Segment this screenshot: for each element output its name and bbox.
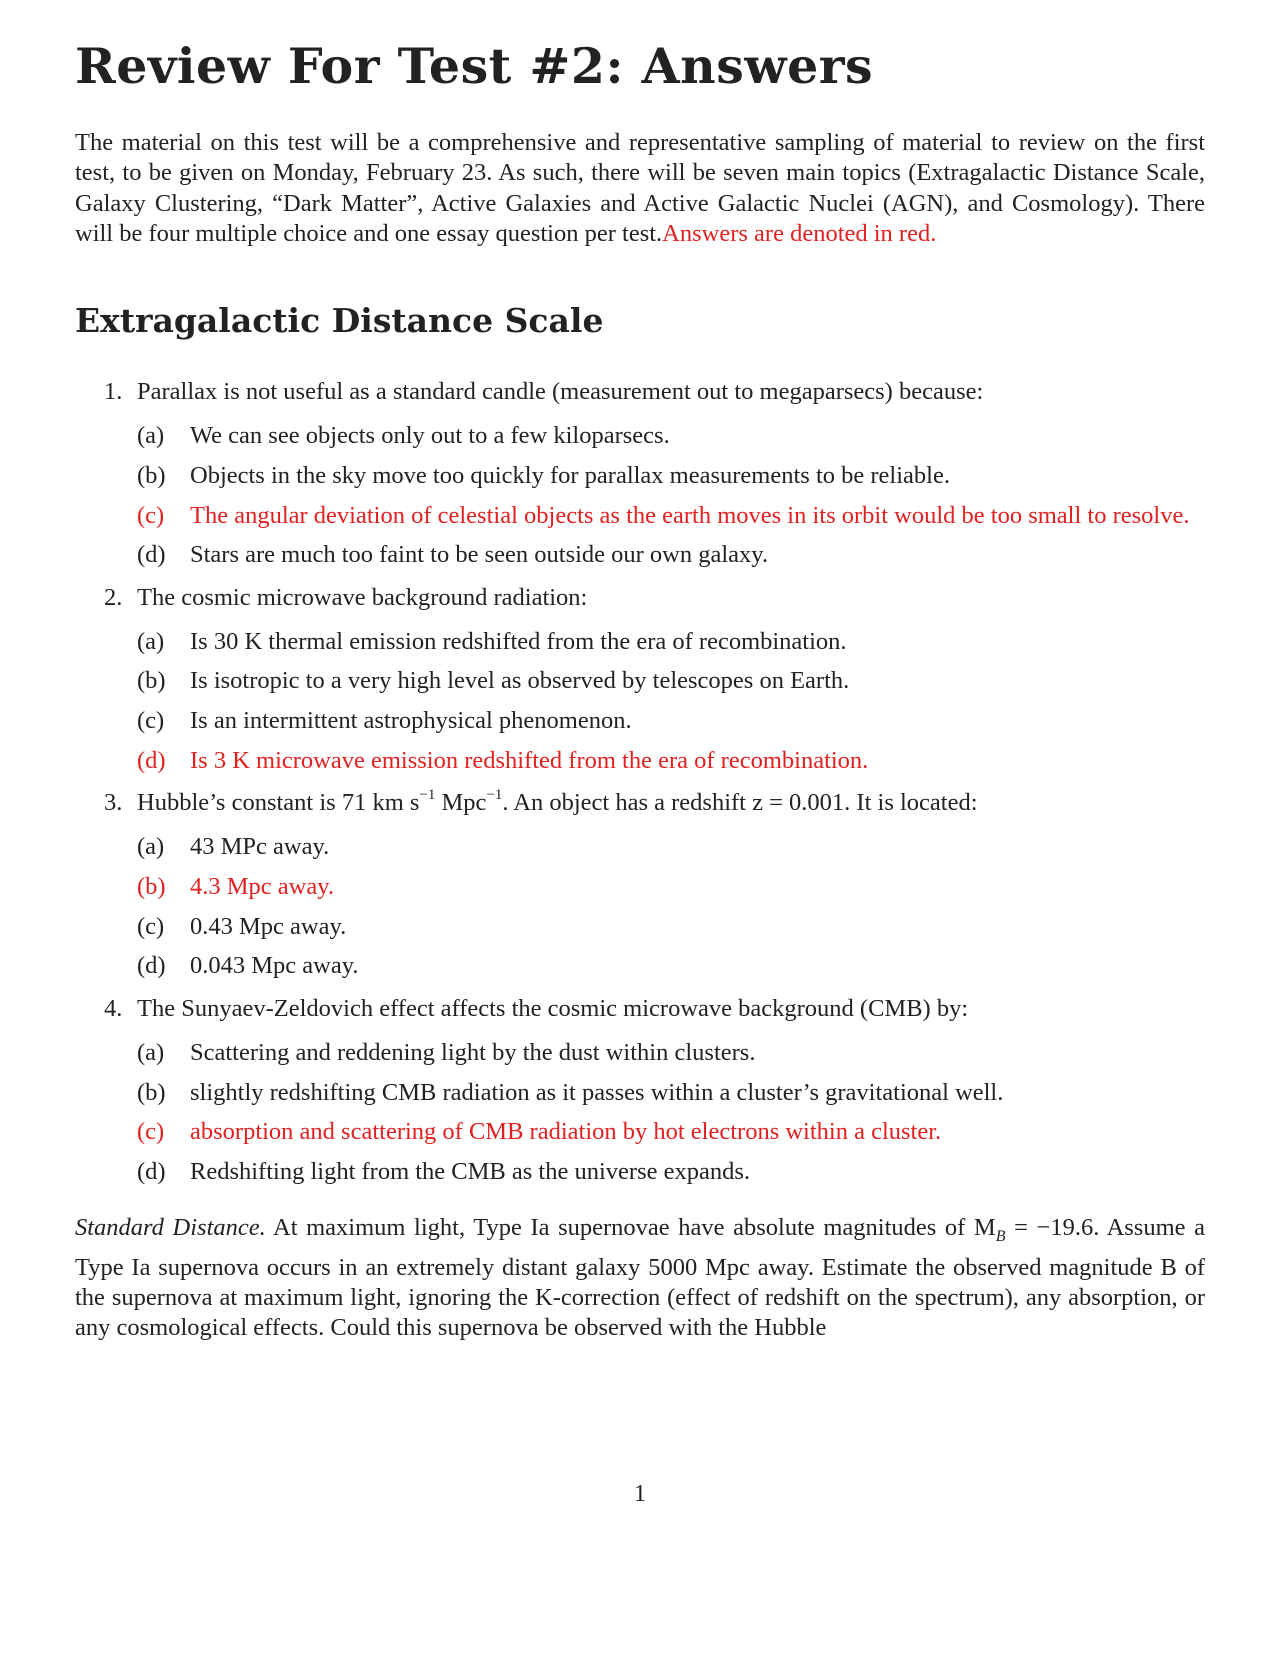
question-text: The Sunyaev-Zeldovich effect affects the cosmic microwave background (CMB) by: — [137, 994, 969, 1022]
option-list — [137, 832, 1205, 982]
option-d: (d) 0.043 Mpc away. — [137, 952, 359, 980]
paragraph-heading: Standard Distance. — [75, 1214, 266, 1242]
option-d: (d) Redshifting light from the CMB as the universe expands. — [137, 1157, 751, 1185]
option-list — [137, 1038, 1205, 1188]
option-d-correct-answer: (d) Is 3 K microwave emission redshifted from the era of recombination. — [137, 746, 869, 774]
question-number: 4. — [104, 994, 123, 1022]
question-number: 2. — [104, 583, 123, 611]
question-text: Hubble’s constant is 71 km $s^{-1}$ Mpc$^{-1}$. An object has a redshift z = 0.001. It is located: — [137, 787, 978, 817]
question-2 — [75, 581, 1205, 777]
option-c-correct-answer: (c) absorption and scattering of CMB radiation by hot electrons within a cluster. — [137, 1118, 942, 1146]
option-list — [137, 421, 1205, 571]
document-page — [75, 0, 1205, 1368]
option-c: (c) 0.43 Mpc away. — [137, 912, 347, 940]
question-1 — [75, 375, 1205, 571]
option-a: (a) Scattering and reddening light by the dust within clusters. — [137, 1038, 756, 1066]
option-b: (b) Is isotropic to a very high level as observed by telescopes on Earth. — [137, 667, 850, 695]
option-a: (a) 43 MPc away. — [137, 833, 330, 861]
question-3 — [75, 786, 1205, 982]
question-4 — [75, 992, 1205, 1188]
option-list — [137, 627, 1205, 777]
intro-text: The material on this test will be a comprehensive and representative sampling of material to review on the first test, to be given on Monday, February 23. As such, there will be seven main topics (Extragalactic Distance Scale, Galaxy Clustering, “Dark Matter”, Active Galaxies and Active Galactic Nuclei (AGN), and Cosmology). There will be four multiple choice and one essay question per test. — [75, 129, 1205, 247]
question-text: The cosmic microwave background radiation: — [137, 583, 588, 611]
option-d: (d) Stars are much too faint to be seen outside our own galaxy. — [137, 541, 769, 569]
answers-note: Answers are denoted in red. — [662, 219, 937, 247]
option-a: (a) Is 30 K thermal emission redshifted from the era of recombination. — [137, 627, 847, 655]
question-number: 3. — [104, 789, 123, 817]
option-a: (a) We can see objects only out to a few kiloparsecs. — [137, 422, 670, 450]
question-list — [75, 375, 1205, 1187]
option-c-correct-answer: (c) The angular deviation of celestial objects as the earth moves in its orbit would be too small to resolve. — [137, 501, 1190, 529]
question-text: Parallax is not useful as a standard candle (measurement out to megaparsecs) because: — [137, 378, 984, 406]
question-number: 1. — [104, 378, 123, 406]
option-c: (c) Is an intermittent astrophysical phenomenon. — [137, 707, 632, 735]
page-number: 1 — [633, 1480, 647, 1507]
intro-paragraph — [75, 128, 1205, 249]
section-title: Extragalactic Distance Scale — [75, 301, 604, 341]
option-b: (b) slightly redshifting CMB radiation as it passes within a cluster’s gravitational well. — [137, 1078, 1004, 1106]
option-b: (b) Objects in the sky move too quickly for parallax measurements to be reliable. — [137, 461, 950, 489]
standard-distance-paragraph: Standard Distance. At maximum light, Type Ia supernovae have absolute magnitudes of $M_B = -19.6$. Assume a Type Ia supernova occurs in an extremely distant galaxy 5000 Mpc away. Estimate the observed magnitude B of the supernova at maximum light, ignoring the K-correction (effect of redshift on the spectrum), any absorption, or any cosmological effects. Could this supernova be observed with the Hubble — [75, 1214, 1205, 1342]
option-b-correct-answer: (b) 4.3 Mpc away. — [137, 873, 335, 900]
page-title: Review For Test #2: Answers — [75, 37, 874, 95]
